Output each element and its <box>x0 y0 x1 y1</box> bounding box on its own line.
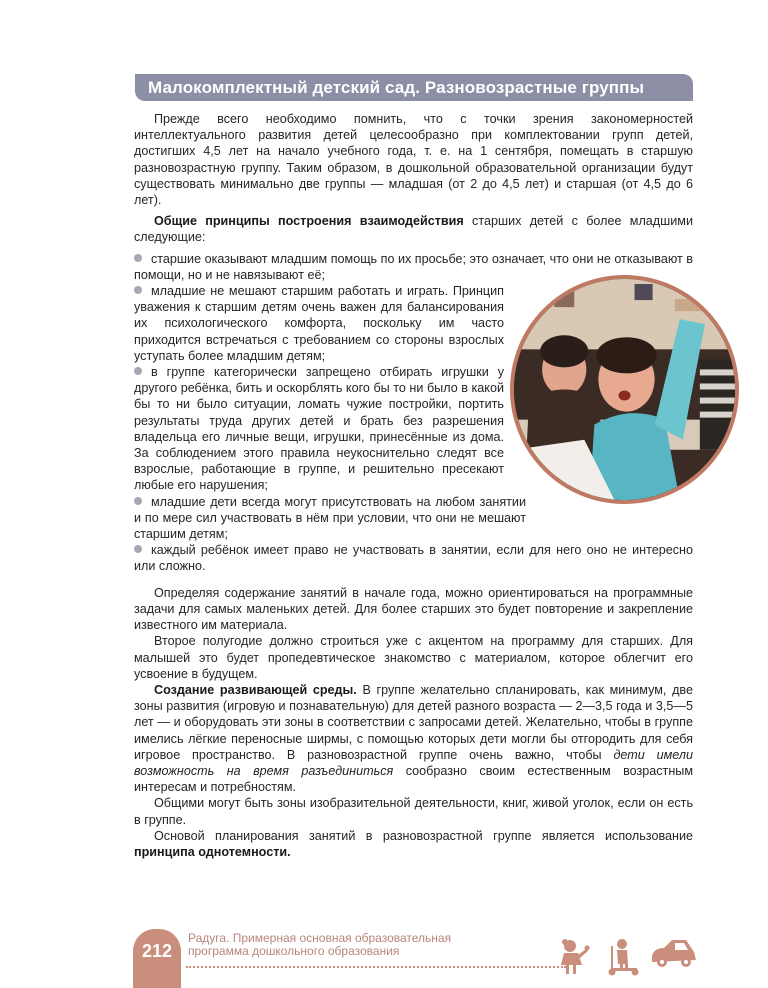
bullet-icon <box>134 545 142 553</box>
basis-bold: принципа однотемности. <box>134 844 291 859</box>
intro-paragraph: Прежде всего необходимо помнить, что с точки зрения закономерностей интеллектуального развития детей целесообразно при комплектовании групп детей, достигших 4,5 лет на начало учебного года, т. е. на 1 сентября, помещать в старшую разновозрастную группу. Таким образом, в дошкольной образовательной организации будут существовать минимально две группы — младшая (от 2 до 4,5 лет) и старшая (от 4,5 до 6 лет). <box>134 112 693 208</box>
common-zones-paragraph: Общими могут быть зоны изобразительной деятельности, книг, живой уголок, если он есть в группе. <box>134 796 693 827</box>
section-title: Малокомплектный детский сад. Разновозрастные группы <box>148 77 645 97</box>
bullet-text: каждый ребёнок имеет право не участвовать в занятии, если для него оно не интересно или сложно. <box>134 543 693 574</box>
bullet-icon <box>134 286 142 294</box>
bullet-text: младшие дети всегда могут присутствовать на любом занятии и по мере сил участвовать в нём при условии, что они не мешают старшим детям; <box>134 494 526 542</box>
bullet-icon <box>134 254 142 262</box>
footer-dotted-line <box>186 966 566 968</box>
environment-heading: Создание развивающей среды. <box>154 682 357 697</box>
bullet-text: старшие оказывают младшим помощь по их просьбе; это означает, что они не отказывают в помощи, но и не навязывают её; <box>134 251 693 282</box>
second-half-paragraph: Второе полугодие должно строиться уже с акцентом на программу для старших. Для малышей это будет пропедевтическое знакомство с материалом, которое облегчит его усвоение в будущем. <box>134 634 693 681</box>
book-title <box>188 932 451 958</box>
bullet-item <box>134 364 504 494</box>
section-header <box>135 74 693 101</box>
bullet-icon <box>134 367 142 375</box>
footer-decoration <box>558 938 758 978</box>
basis-text: Основой планирования занятий в разновозрастной группе является использование <box>154 828 693 843</box>
bullet-item <box>134 494 526 543</box>
environment-italic: дети имели возможность на время разъединиться <box>134 747 693 778</box>
photo-illustration <box>514 279 735 500</box>
bullet-item <box>134 542 693 574</box>
environment-text-2: сообразно своим естественным возрастным интересам и потребностям. <box>134 763 693 795</box>
environment-text-1: В группе желательно спланировать, как минимум, две зоны развития (игровую и познавательную) для детей разного возраста — 2—3,5 года и 3,5—5 лет — и оборудовать эти зоны в соответствии с запросами детей. Желательно, чтобы в группе имелись лёгкие переносные ширмы, с помощью которых дети могли бы отгородить для себя игровое пространство. В разновозрастной группе очень важно, чтобы <box>134 682 693 762</box>
book-title-line-2: программа дошкольного образования <box>188 944 400 958</box>
page-number: 212 <box>141 941 173 961</box>
toy-car-icon <box>650 938 698 970</box>
content-paragraph: Определяя содержание занятий в начале года, можно ориентироваться на программные задачи для самых маленьких детей. Для более старших это будет повторение и закрепление известного им материала. <box>134 585 693 633</box>
girl-silhouette-icon <box>558 938 590 976</box>
basis-paragraph <box>134 828 693 860</box>
principles-paragraph <box>134 213 693 245</box>
bullet-text: младшие не мешают старшим работать и играть. Принцип уважения к старшим детям очень важен для балансирования их психологического комфорта, поскольку им часто приходится встречаться с требованием со стороны взрослых уступать более младшим детям; <box>134 284 504 363</box>
classroom-photo <box>510 275 739 504</box>
bullet-text: в группе категорически запрещено отбирать игрушки у другого ребёнка, бить и оскорблять кого бы то ни было в какой бы то ни было ситуации, ломать чужие постройки, портить результаты труда других детей и брать без разрешения владельца его личные вещи, игрушки, принесённые из дома. За соблюдением этого правила неукоснительно следят все взрослые, работающие в группе, и решительно пресекают любые его нарушения; <box>134 365 504 493</box>
principles-heading: Общие принципы построения взаимодействия <box>154 214 464 229</box>
page-number-tab <box>133 929 181 988</box>
principles-text: старших детей с более младшими следующие: <box>134 214 693 245</box>
bullet-item <box>134 283 504 364</box>
environment-paragraph <box>134 682 693 795</box>
scooter-child-icon <box>606 938 640 976</box>
bullet-icon <box>134 497 142 505</box>
book-title-line-1: Радуга. Примерная основная образовательная <box>188 931 452 945</box>
